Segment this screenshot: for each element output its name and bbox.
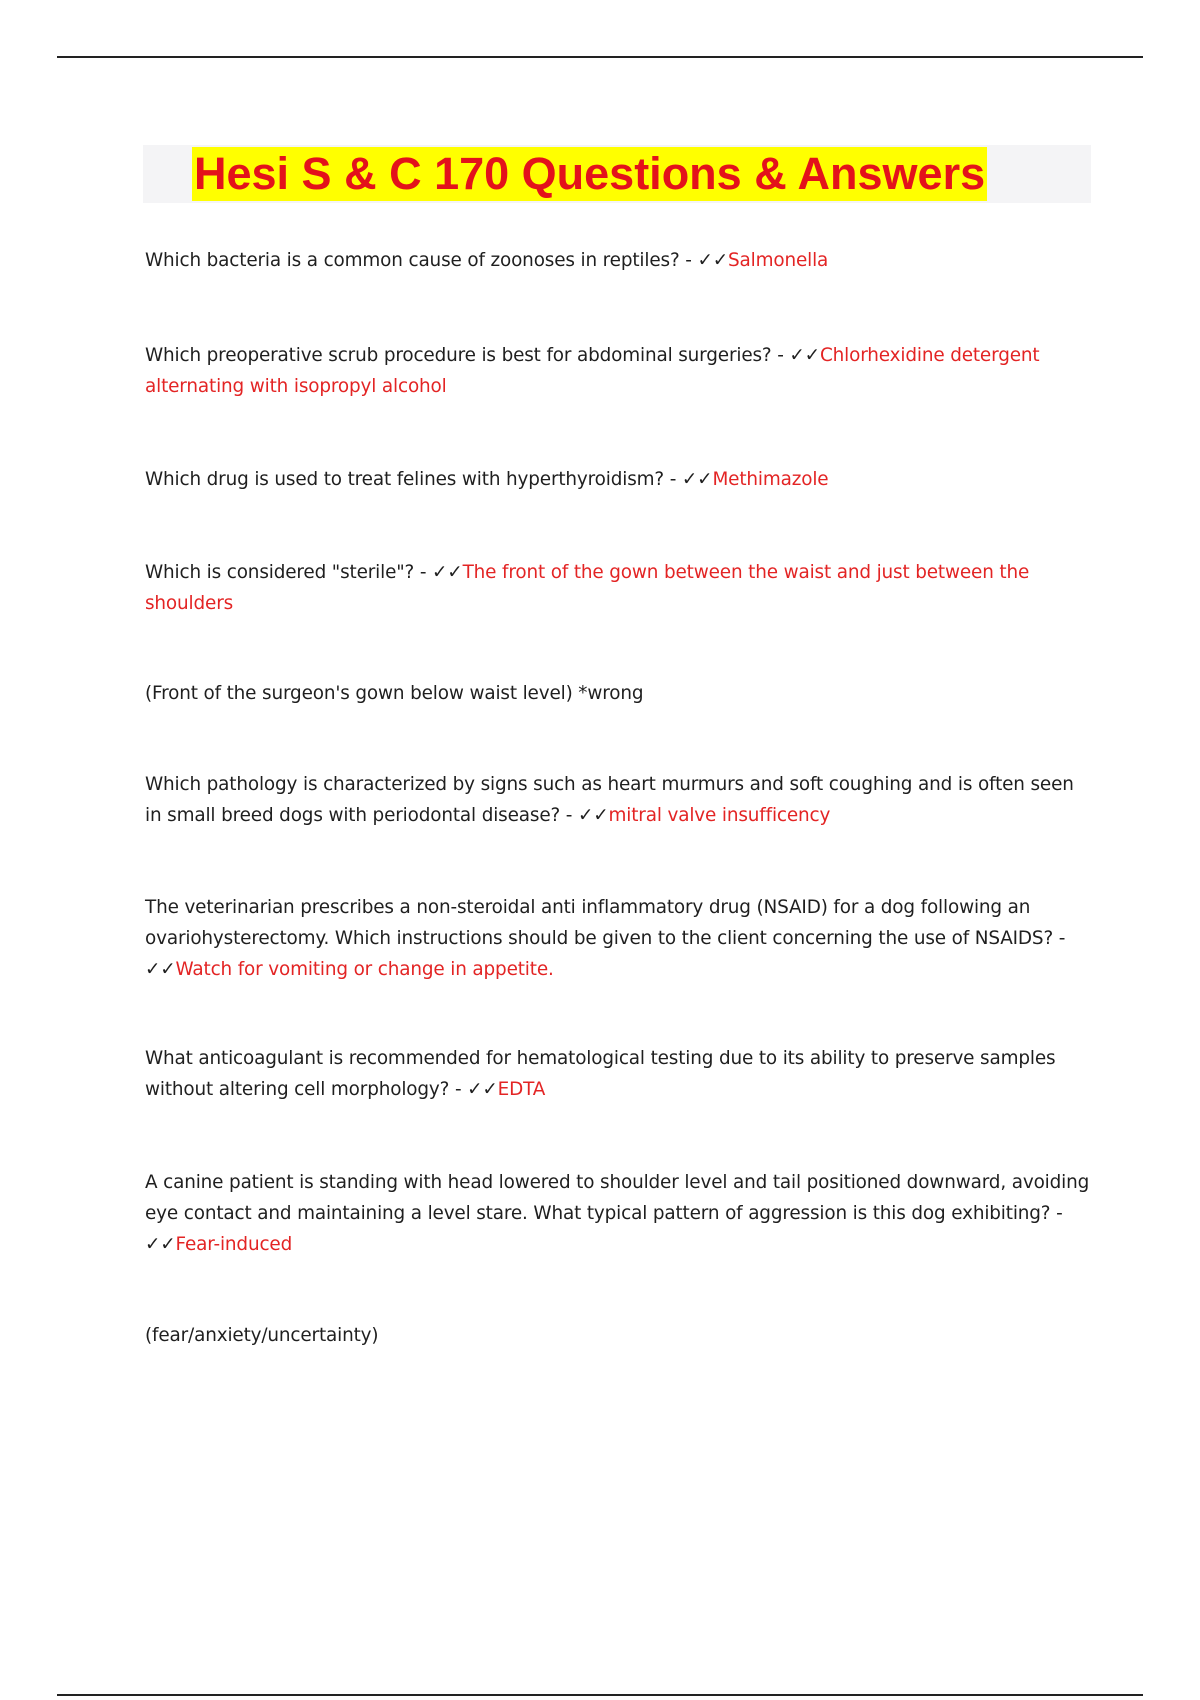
answer-text: EDTA xyxy=(497,1079,546,1100)
qa-entry xyxy=(145,1043,1090,1105)
question-text: Which pathology is characterized by signs such as heart murmurs and soft coughing and is often seen in small breed dogs with periodontal disease? - xyxy=(145,774,1074,826)
footer-rule xyxy=(57,1694,1143,1696)
question-text: The veterinarian prescribes a non-steroidal anti inflammatory drug (NSAID) for a dog following an ovariohysterectomy. Which instructions should be given to the client concerning the use of NSAIDS? - xyxy=(145,897,1066,949)
answer-text: Chlorhexidine detergent alternating with isopropyl alcohol xyxy=(145,345,1040,397)
question-text: A canine patient is standing with head lowered to shoulder level and tail positioned downward, avoiding eye contact and maintaining a level stare. What typical pattern of aggression is this dog exhibiting? - xyxy=(145,1172,1090,1224)
qa-entry xyxy=(145,464,1090,495)
check-icon: ✓✓ xyxy=(467,1079,498,1100)
answer-text: The front of the gown between the waist and just between the shoulders xyxy=(145,562,1030,614)
check-icon: ✓✓ xyxy=(145,959,176,980)
check-icon: ✓✓ xyxy=(432,562,463,583)
question-text: Which preoperative scrub procedure is best for abdominal surgeries? - xyxy=(145,345,790,366)
qa-entry xyxy=(145,892,1090,985)
qa-entry xyxy=(145,557,1045,619)
check-icon: ✓✓ xyxy=(681,469,713,490)
document-title: Hesi S & C 170 Questions & Answers xyxy=(194,148,986,199)
note-text: (fear/anxiety/uncertainty) xyxy=(145,1325,379,1346)
question-text: Which bacteria is a common cause of zoonoses in reptiles? - xyxy=(145,250,698,271)
question-text: Which is considered "sterile"? - xyxy=(145,562,433,583)
check-icon: ✓✓ xyxy=(789,345,820,366)
answer-text: Watch for vomiting or change in appetite. xyxy=(175,959,554,980)
check-icon: ✓✓ xyxy=(145,1234,176,1255)
qa-entry xyxy=(145,245,1090,276)
answer-text: Salmonella xyxy=(727,250,829,271)
answer-text: mitral valve insufficency xyxy=(608,805,831,826)
check-icon: ✓✓ xyxy=(697,250,728,271)
answer-text: Fear-induced xyxy=(175,1234,293,1255)
qa-entry xyxy=(145,769,1090,831)
question-text: Which drug is used to treat felines with hyperthyroidism? - xyxy=(145,469,682,490)
header-rule xyxy=(57,56,1143,58)
note-text: (Front of the surgeon's gown below waist level) *wrong xyxy=(145,683,644,704)
qa-entry xyxy=(145,340,1045,402)
question-text: What anticoagulant is recommended for hematological testing due to its ability to preserve samples without altering cell morphology? - xyxy=(145,1048,1056,1100)
qa-entry xyxy=(145,1167,1090,1260)
answer-text: Methimazole xyxy=(712,469,829,490)
check-icon: ✓✓ xyxy=(577,805,609,826)
